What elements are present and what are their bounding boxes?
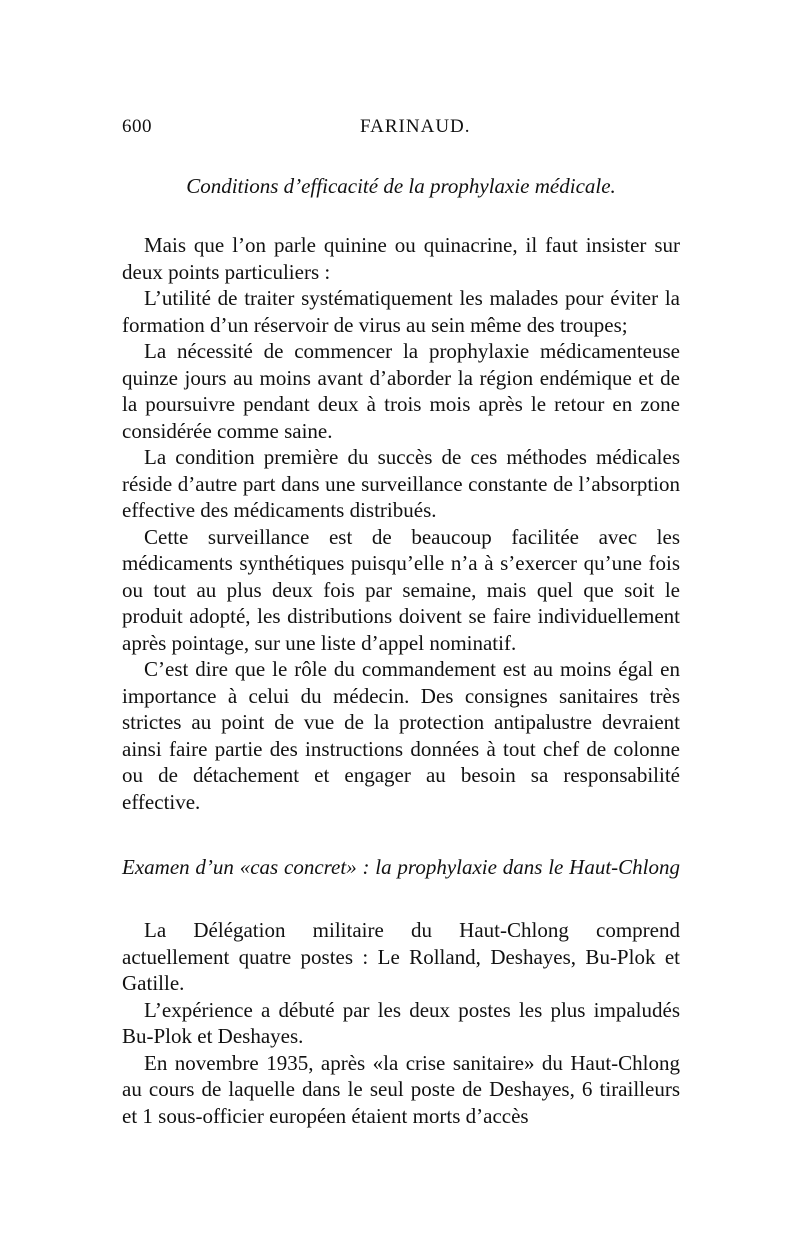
page <box>122 112 680 1129</box>
paragraph: La condition première du succès de ces méthodes médicales réside d’autre part dans une surveillance constante de l’absorption effective des médicaments distribués. <box>122 445 680 522</box>
paragraph: Cette surveillance est de beaucoup facilitée avec les médicaments synthétiques puisqu’elle n’a à s’exercer qu’une fois ou tout au plus deux fois par semaine, mais quel que soit le produit adopté, les distributions doivent se faire individuellement après pointage, sur une liste d’appel nominatif. <box>122 524 680 655</box>
running-header <box>122 112 680 142</box>
paragraph: L’utilité de traiter systématiquement les malades pour éviter la formation d’un réservoir de virus au sein même des troupes; <box>122 286 680 337</box>
paragraph: La Délégation militaire du Haut-Chlong comprend actuellement quatre postes : Le Rolland, Deshayes, Bu-Plok et Gatille. <box>122 918 680 995</box>
section-heading-prophylaxis-conditions: Conditions d’efficacité de la prophylaxie médicale. <box>186 174 616 198</box>
running-title: FARINAUD. <box>360 116 471 137</box>
section-heading-haut-chlong: Examen d’un «cas concret» : la prophylaxie dans le Haut-Chlong <box>122 855 680 879</box>
paragraph: En novembre 1935, après «la crise sanitaire» du Haut-Chlong au cours de laquelle dans le seul poste de Deshayes, 6 tirailleurs et 1 sous-officier européen étaient morts d’accès <box>122 1050 680 1128</box>
paragraph: La nécessité de commencer la prophylaxie médicamenteuse quinze jours au moins avant d’aborder la région endémique et de la poursuivre pendant deux à trois mois après le retour en zone considérée comme saine. <box>122 339 680 443</box>
paragraph: Mais que l’on parle quinine ou quinacrine, il faut insister sur deux points particuliers : <box>122 233 680 284</box>
page-number: 600 <box>122 116 152 137</box>
paragraph: C’est dire que le rôle du commandement est au moins égal en importance à celui du médecin. Des consignes sanitaires très strictes au point de vue de la protection antipalustre devraient ainsi faire partie des instructions données à tout chef de colonne ou de détachement et engager au besoin sa responsabilité effective. <box>122 657 680 814</box>
paragraph: L’expérience a débuté par les deux postes les plus impaludés Bu-Plok et Deshayes. <box>122 997 680 1048</box>
